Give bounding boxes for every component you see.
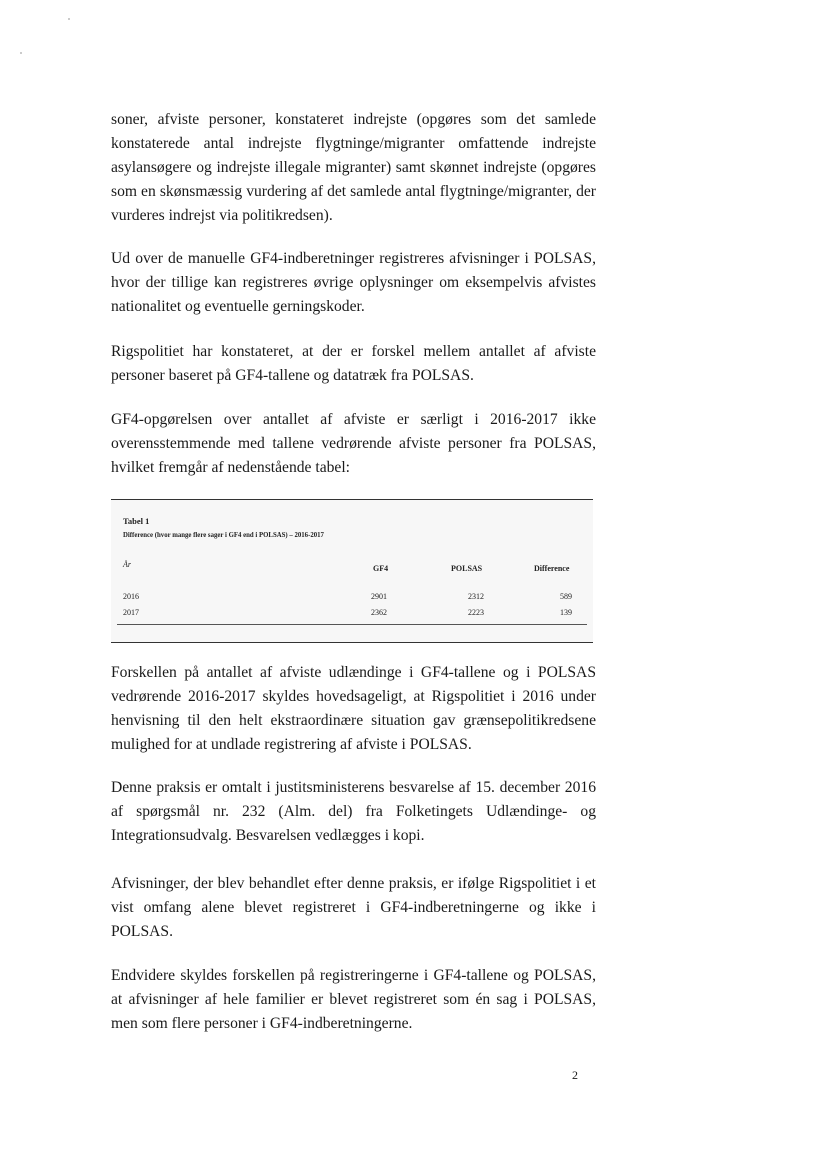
table-title: Tabel 1 (123, 516, 150, 526)
table-cell-gf4: 2901 (371, 592, 387, 601)
paragraph-difference-found: Rigspolitiet har konstateret, at der er forskel mellem antallet af afviste personer baseret på GF4-tallene og datatræk fra POLSAS. (111, 343, 596, 384)
table-header-year: År (123, 560, 131, 569)
scan-speck (20, 52, 22, 54)
table-bottom-rule (117, 624, 587, 625)
table-cell-polsas: 2223 (468, 608, 484, 617)
difference-table (111, 499, 593, 643)
table-cell-difference: 139 (560, 608, 572, 617)
page-number: 2 (572, 1068, 578, 1082)
table-subtitle: Difference (hvor mange flere sager i GF4 end i POLSAS) – 2016-2017 (123, 532, 324, 539)
table-header-difference: Difference (534, 564, 570, 573)
paragraph-table-intro: GF4-opgørelsen over antallet af afviste er særligt i 2016-2017 ikke overensstemmende med tallene vedrørende afviste personer fra POLSAS, hvilket fremgår af nedenstående tabel: (111, 411, 596, 476)
paragraph-ministry-answer: Denne praksis er omtalt i justitsministerens besvarelse af 15. december 2016 af spørgsmål nr. 232 (Alm. del) fra Folketingets Udlændinge- og Integrationsudvalg. Besvarelsen vedlægges i kopi. (111, 779, 596, 844)
table-cell-difference: 589 (560, 592, 572, 601)
paragraph-intro-continuation: soner, afviste personer, konstateret indrejste (opgøres som det samlede konstaterede antal indrejste flygtninge/migranter omfattende indrejste asylansøgere og indrejste illegale migranter) samt skønnet indrejste (opgøres som en skønsmæssig vurdering af det samlede antal flygtninge/migranter, der vurderes indrejst via politikredsen). (111, 111, 596, 224)
table-header-gf4: GF4 (373, 564, 389, 573)
table-cell-polsas: 2312 (468, 592, 484, 601)
table-cell-gf4: 2362 (371, 608, 387, 617)
table-header-polsas: POLSAS (451, 564, 483, 573)
paragraph-family-registration: Endvidere skyldes forskellen på registreringerne i GF4-tallene og POLSAS, at afvisninger af hele familier er blevet registreret som én sag i POLSAS, men som flere personer i GF4-indberetningerne. (111, 967, 596, 1032)
paragraph-polsas-registration: Ud over de manuelle GF4-indberetninger registreres afvisninger i POLSAS, hvor der tillige kan registreres øvrige oplysninger om eksempelvis afvistes nationalitet og eventuelle gerningskoder. (111, 250, 596, 315)
table-cell-year: 2017 (123, 608, 139, 617)
paragraph-practice-effect: Afvisninger, der blev behandlet efter denne praksis, er ifølge Rigspolitiet i et vist omfang alene blevet registreret i GF4-indberetningerne og ikke i POLSAS. (111, 875, 596, 940)
scan-speck (68, 18, 70, 20)
paragraph-explanation: Forskellen på antallet af afviste udlændinge i GF4-tallene og i POLSAS vedrørende 2016-2017 skyldes hovedsageligt, at Rigspolitiet i 2016 under henvisning til den helt ekstraordinære situation gav grænsepolitikredsene mulighed for at undlade registrering af afviste i POLSAS. (111, 664, 596, 753)
table-cell-year: 2016 (123, 592, 139, 601)
